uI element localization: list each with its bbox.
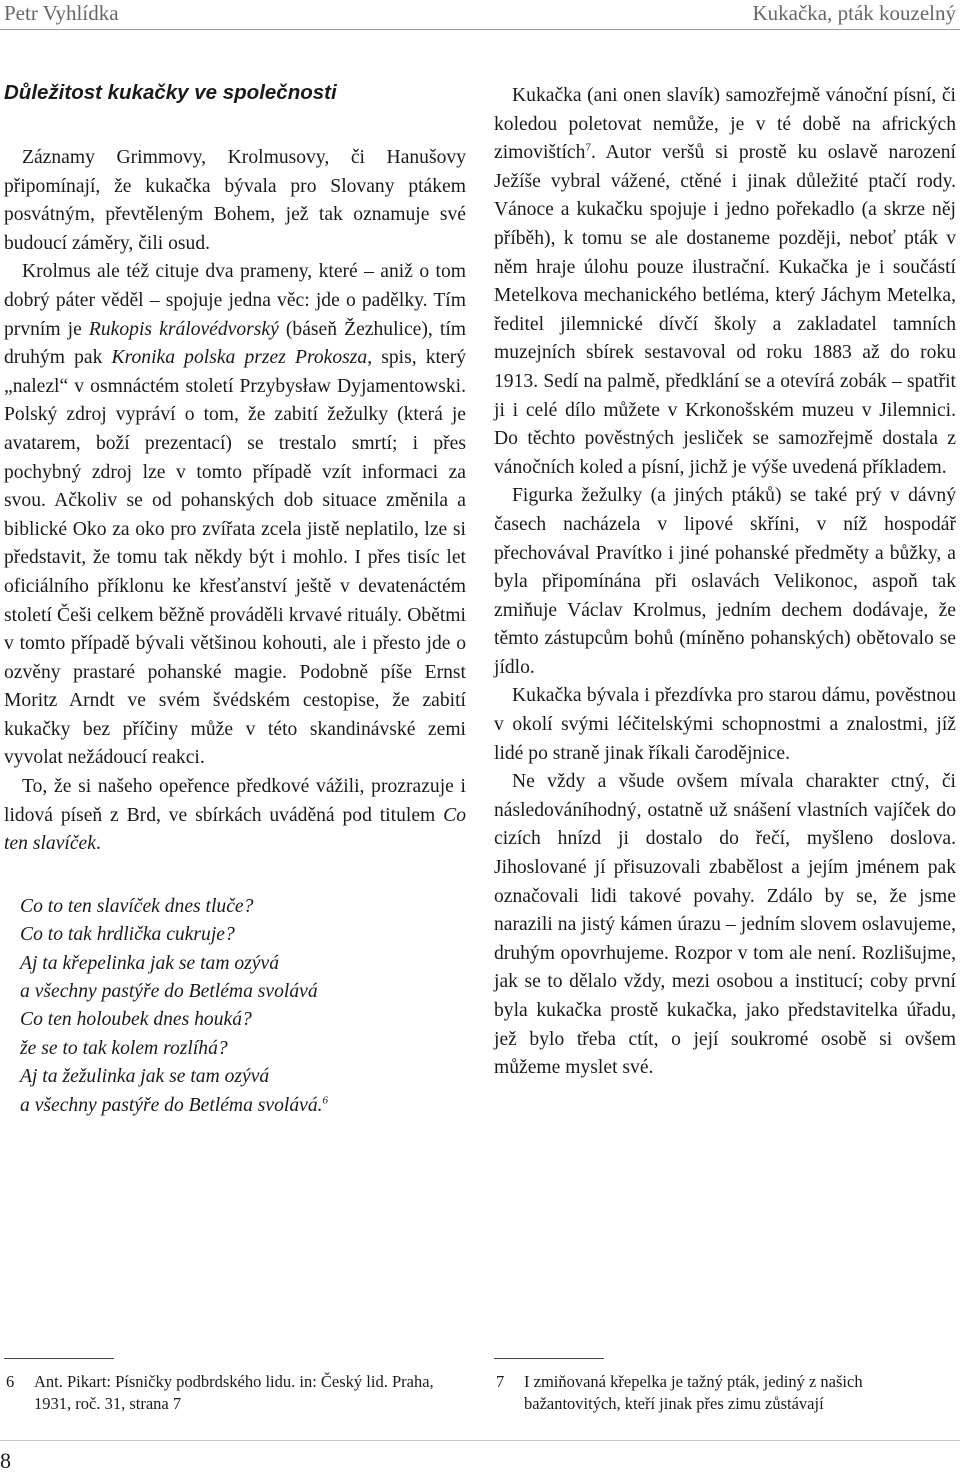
paragraph-2-text-b: (báseň Žezhulice), tím druhým pak: [4, 318, 467, 369]
header-title: Kukačka, pták kouzelný: [752, 1, 956, 25]
footnote-row: [4, 1371, 466, 1415]
paragraph-2-text-a: Krolmus ale též cituje dva prameny, které – aniž o tom dobrý páter věděl – spojuje jedna věc: jde o padělky. Tím prvním je: [4, 261, 466, 340]
paragraph-r3: Kukačka bývala i přezdívka pro starou dámu, pověstnou v okolí svými léčitelskými schopnostmi a znalostmi, jíž lidé po straně jinak říkali čarodějnice.: [494, 685, 956, 764]
page-number: 8: [0, 1448, 11, 1473]
poem-line: a všechny pastýře do Betléma svolává: [20, 981, 318, 1003]
footnote-text: I zmiňovaná křepelka je tažný pták, jediný z našich bažantovitých, kteří jinak přes zimu zůstávají: [524, 1372, 863, 1413]
poem-line: Aj ta žežulinka jak se tam ozývá: [20, 1066, 270, 1088]
footnote-number: 6: [6, 1372, 15, 1391]
paragraph-r1-text-b: . Autor veršů si prostě ku oslavě narození Ježíše vybral vážené, ctěné i jinak důležité ptačí rody. Vánoce a kukačku spojuje i jedno pořekadlo (a skrze něj příběh), k tomu se ale dostaneme později, neboť pták v něm hraje úlohu pouze ilustrační. Kukačka je i součástí Metelkova mechanického betléma, který Jáchym Metelka, ředitel jilemnické dívčí školy a zakladatel tamních muzejních sbírek sestavoval od roku 1883 až do roku 1913. Sedí na palmě, předklání se a otevírá zobák – spatřit ji i celé dílo můžete v Krkonošském muzeu v Jilemnici. Do těchto pověstných jesliček se samozřejmě dostala z vánočních koled a písní, jichž je výše uvedená příkladem.: [494, 142, 956, 478]
paragraph-r4: Ne vždy a všude ovšem mívala charakter ctný, či následováníhodný, ostatně už snášení vlastních vajíček do cizích hnízd ji dostalo do řečí, myšleno doslova. Jihoslované jí přisuzovali zbabělost a jejím jménem pak označovali lidi takové povahy. Zdálo by se, že jsme narazili na jistý kámen úrazu – jedním slovem oslavujeme, druhým opovrhujeme. Rozpor v tom ale není. Rozlišujme, jak se to dělalo vždy, mezi osobou a institucí; coby první byla kukačka prostě kukačka, jako představitelka úřadu, jež bylo třeba ctít, o její soukromé osobě si ovšem můžeme myslet své.: [494, 771, 956, 1079]
poem-line: Co to tak hrdlička cukruje?: [20, 924, 235, 946]
footnote-text: Ant. Pikart: Písničky podbrdského lidu. in: Český lid. Praha, 1931, roč. 31, strana 7: [34, 1372, 434, 1413]
footer-rule: [0, 1440, 960, 1441]
footnote-7: [494, 1358, 956, 1415]
paragraph-1: [4, 144, 466, 258]
paragraph-3-text-b: .: [95, 833, 101, 855]
footnote-rule: [4, 1358, 114, 1359]
header-author: Petr Vyhlídka: [4, 1, 119, 25]
poem-last-line-text: a všechny pastýře do Betléma svolává.: [20, 1094, 323, 1116]
poem-line: že se to tak kolem rozlíhá?: [20, 1037, 228, 1059]
poem-line: Co ten holoubek dnes houká?: [20, 1009, 252, 1031]
right-column: [494, 82, 956, 1083]
footnote-ref-7[interactable]: 7: [585, 141, 591, 154]
left-column: [4, 78, 466, 1120]
footnote-ref-6[interactable]: 6: [322, 1094, 329, 1107]
footnote-number: 7: [496, 1372, 505, 1391]
footnote-row: [494, 1371, 956, 1415]
paragraph-3: [4, 773, 466, 859]
rukopis-title: Rukopis královédvorský: [88, 318, 279, 340]
poem-line: Co to ten slavíček dnes tluče?: [20, 895, 254, 917]
song-title: Co ten slavíček: [4, 804, 466, 855]
footnote-6: [4, 1358, 466, 1415]
poem-line: Aj ta křepelinka jak se tam ozývá: [20, 952, 279, 974]
paragraph-3-text-a: To, že si našeho opeřence předkové vážili, prozrazuje i lidová píseň z Brd, ve sbírkách uváděná pod titulem: [4, 776, 466, 826]
paragraph-2: [4, 258, 466, 773]
section-heading: Důležitost kukačky ve společnosti: [4, 81, 337, 104]
paragraph-r1: [494, 82, 956, 482]
kronika-title: Kronika polska przez Prokosza: [111, 347, 368, 369]
paragraph-r1-text-a: Kukačka (ani onen slavík) samozřejmě vánoční písní, či koledou poletovat nemůže, je v té době na afrických zimovištích: [494, 85, 956, 164]
poem-line: [20, 1092, 466, 1120]
page-header: [0, 0, 960, 32]
footnote-rule: [494, 1358, 604, 1359]
paragraph-2-text-c: , spis, který „nalezl“ v osmnáctém století Przybysław Dyjamentowski. Polský zdroj vypráví o tom, že zabití žežulky (která je avatarem, boží prezentací) se trestalo smrtí; i přes pochybný zdroj lze v tomto případě vzít informaci za svou. Ačkoliv se od pohanských dob situace změnila a biblické Oko za oko pro zvířata zcela jistě neplatilo, lze si představit, že tomu tak někdy být i mohlo. I přes tisíc let oficiálního příklonu ke křesťanství ještě v devatenáctém století Češi celkem běžně prováděli krvavé rituály. Obětmi v tomto případě bývali většinou kohouti, ale i přesto jde o ozvěny prastaré pohanské magie. Podobně píše Ernst Moritz Arndt ve svém švédském cestopise, že zabití kukačky bez příčiny může v této skandinávské zemi vyvolat nežádoucí reakci.: [4, 347, 467, 769]
paragraph-1-text: Záznamy Grimmovy, Krolmusovy, či Hanušovy připomínají, že kukačka bývala pro Slovany ptákem posvátným, převtěleným Bohem, jež tak oznamuje své budoucí záměry, čili osud.: [4, 147, 466, 254]
poem: [4, 893, 466, 1120]
header-rule: [0, 29, 960, 30]
paragraph-r2: Figurka žežulky (a jiných ptáků) se také prý v dávný časech nacházela v lipové skříni, v níž hospodář přechovával Pravítko i jiné pohanské předměty a bůžky, a byla připomínána při oslavách Velikonoc, aspoň tak zmiňuje Václav Krolmus, jedním dechem dodávaje, že těmto zástupcům bohů (míněno pohanských) obětovalo se jídlo.: [494, 485, 956, 678]
